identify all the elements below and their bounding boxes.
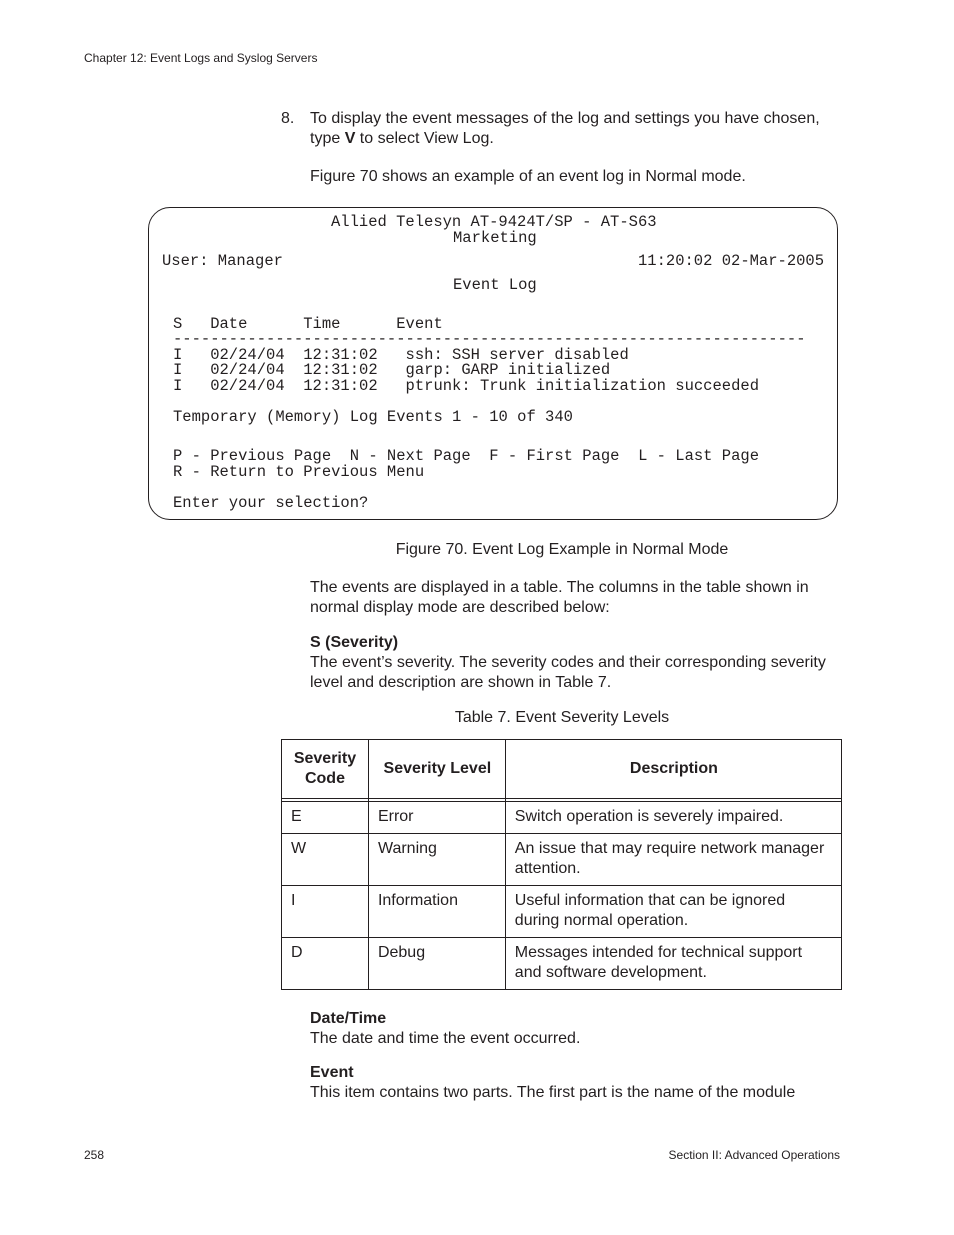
terminal-return-option: R - Return to Previous Menu	[173, 463, 425, 481]
severity-code-cell: I	[282, 886, 369, 938]
step-text-after: to select View Log.	[355, 130, 494, 147]
intro-paragraph: The events are displayed in a table. The columns in the table shown in normal display mode are described below:	[310, 579, 809, 616]
severity-level-cell: Warning	[368, 834, 505, 886]
terminal-summary: Temporary (Memory) Log Events 1 - 10 of 340	[173, 408, 573, 426]
running-footer: Section II: Advanced Operations	[668, 1148, 840, 1162]
description-cell: Messages intended for technical support and software development.	[505, 938, 841, 990]
figure-reference: Figure 70 shows an example of an event log in Normal mode.	[310, 168, 746, 185]
terminal-device-line: Allied Telesyn AT-9424T/SP - AT-S63	[331, 213, 657, 231]
column-header-code: Severity Code	[282, 740, 369, 799]
severity-table	[281, 739, 842, 990]
running-header: Chapter 12: Event Logs and Syslog Servers	[84, 51, 318, 65]
severity-level-cell: Information	[368, 886, 505, 938]
terminal-log-row: I 02/24/04 12:31:02 ssh: SSH server disabled	[173, 346, 629, 364]
severity-heading: S (Severity)	[310, 634, 399, 651]
terminal-prompt: Enter your selection?	[173, 494, 369, 512]
severity-level-cell: Debug	[368, 938, 505, 990]
table-row	[282, 802, 842, 834]
event-text: This item contains two parts. The first part is the name of the module	[310, 1084, 796, 1101]
column-header-level: Severity Level	[368, 740, 505, 799]
page-number: 258	[84, 1148, 105, 1162]
terminal-divider: --------------------------------------------------------------------	[173, 330, 806, 348]
severity-code-cell: W	[282, 834, 369, 886]
step-text	[310, 109, 830, 149]
terminal-log-row: I 02/24/04 12:31:02 ptrunk: Trunk initialization succeeded	[173, 377, 759, 395]
datetime-heading: Date/Time	[310, 1010, 387, 1027]
table-header-row	[282, 740, 842, 799]
terminal-log-row: I 02/24/04 12:31:02 garp: GARP initialized	[173, 361, 611, 379]
terminal-screen	[148, 207, 838, 520]
severity-text: The event’s severity. The severity codes and their corresponding severity level and description are shown in Table 7.	[310, 654, 826, 691]
column-header-description: Description	[505, 740, 841, 799]
table-row	[282, 834, 842, 886]
description-cell: Useful information that can be ignored during normal operation.	[505, 886, 841, 938]
severity-code-cell: E	[282, 802, 369, 834]
description-cell: An issue that may require network manager attention.	[505, 834, 841, 886]
terminal-nav-options: P - Previous Page N - Next Page F - First Page L - Last Page	[173, 447, 759, 465]
step-text-before: To display the event messages of the log and settings you have chosen, type	[310, 110, 820, 147]
severity-level-cell: Error	[368, 802, 505, 834]
table-row	[282, 938, 842, 990]
table-row	[282, 886, 842, 938]
terminal-datetime: 11:20:02 02-Mar-2005	[638, 252, 825, 270]
table-caption: Table 7. Event Severity Levels	[454, 709, 670, 726]
description-cell: Switch operation is severely impaired.	[505, 802, 841, 834]
figure-caption: Figure 70. Event Log Example in Normal Mode	[395, 541, 729, 558]
terminal-title: Event Log	[453, 276, 537, 294]
terminal-location: Marketing	[453, 229, 537, 247]
datetime-text: The date and time the event occurred.	[310, 1030, 581, 1047]
step-key: V	[344, 130, 356, 147]
severity-code-cell: D	[282, 938, 369, 990]
terminal-user: User: Manager	[162, 252, 283, 270]
terminal-column-header: S Date Time Event	[173, 315, 443, 333]
step-number: 8.	[281, 110, 295, 127]
event-heading: Event	[310, 1064, 354, 1081]
